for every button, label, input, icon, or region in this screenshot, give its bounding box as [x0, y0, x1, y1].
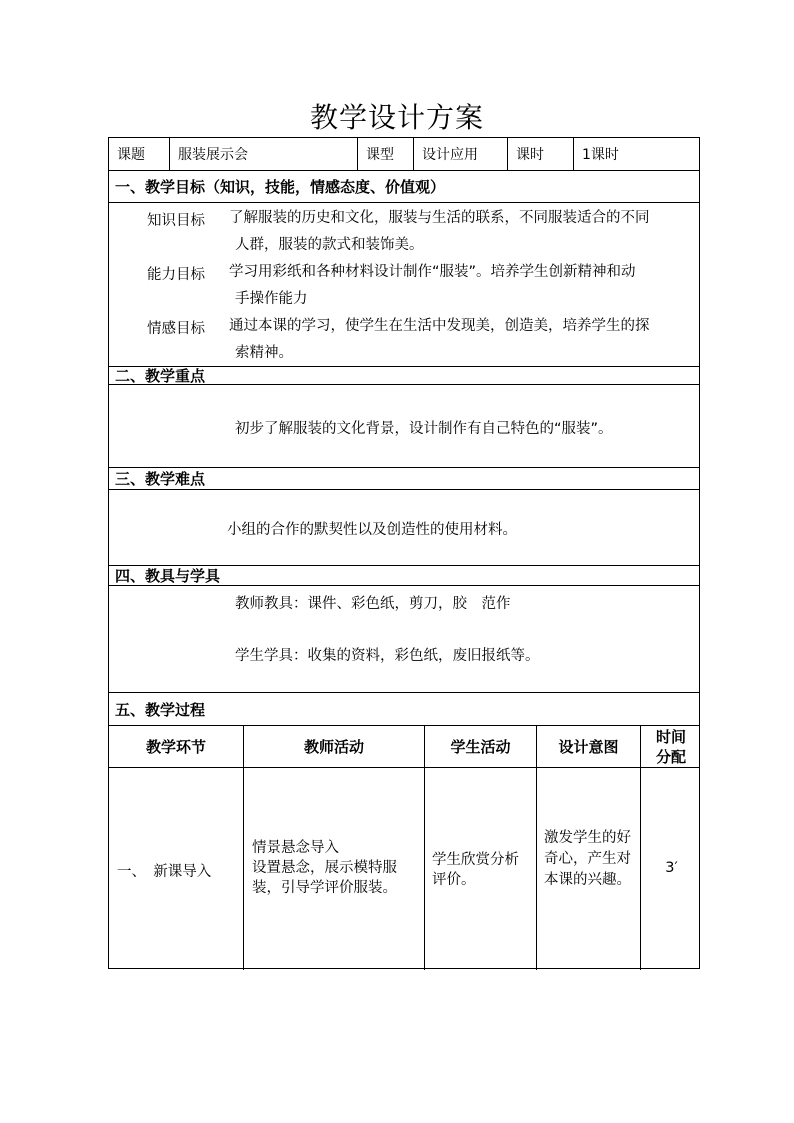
teacher-activity-cell — [243, 768, 424, 970]
hours-value: 1课时 — [573, 138, 701, 170]
col-time-header: 时间分配 — [640, 726, 701, 767]
key-points-content — [109, 384, 699, 467]
student-activity-text: 学生欣赏分析评价。 — [432, 852, 519, 888]
key-points-heading-row — [109, 366, 699, 384]
process-heading: 五、教学过程 — [115, 700, 206, 719]
page-title: 教学设计方案 — [309, 101, 484, 134]
stage-text: 一、 新课导入 — [117, 864, 212, 880]
type-label: 课型 — [357, 138, 413, 170]
type-value: 设计应用 — [413, 138, 507, 170]
difficulties-text: 小组的合作的默契性以及创造性的使用材料。 — [227, 522, 517, 538]
materials-content — [109, 585, 699, 692]
col-teacher-header: 教师活动 — [243, 726, 424, 767]
objectives-heading-row — [109, 170, 699, 202]
stage-cell — [109, 768, 243, 970]
design-intent-text: 激发学生的好奇心，产生对本课的兴趣。 — [544, 830, 631, 888]
difficulties-content — [109, 489, 699, 565]
teacher-materials-text: 教师教具：课件、彩色纸，剪刀，胶 范作 — [235, 596, 511, 612]
time-text: 3′ — [665, 860, 678, 876]
ability-objective-line1: 学习用彩纸和各种材料设计制作“服装”。培养学生创新精神和动 — [229, 264, 636, 280]
knowledge-objective-line1: 了解服装的历史和文化，服装与生活的联系，不同服装适合的不同 — [229, 210, 650, 226]
objectives-content — [109, 202, 699, 366]
process-heading-row — [109, 692, 699, 725]
materials-heading-row — [109, 565, 699, 585]
time-cell — [640, 768, 701, 970]
col-intent-header: 设计意图 — [536, 726, 640, 767]
key-points-text: 初步了解服装的文化背景，设计制作有自己特色的“服装”。 — [235, 421, 613, 437]
ability-objective-text — [229, 259, 693, 313]
lesson-plan-table — [108, 137, 700, 969]
emotion-objective-text — [229, 313, 693, 367]
emotion-objective-line2: 索精神。 — [235, 345, 293, 361]
info-row — [109, 138, 699, 170]
design-intent-cell — [536, 768, 640, 970]
ability-objective-label: 能力目标 — [147, 267, 205, 283]
key-points-heading: 二、教学重点 — [115, 367, 206, 385]
table-row — [109, 767, 699, 970]
difficulties-heading: 三、教学难点 — [115, 470, 206, 488]
teacher-activity-line2: 设置悬念，展示模特服装，引导学评价服装。 — [252, 860, 397, 896]
process-header-row — [109, 725, 699, 767]
student-materials-text: 学生学具：收集的资料，彩色纸，废旧报纸等。 — [235, 648, 540, 664]
knowledge-objective-text — [229, 205, 693, 259]
topic-value: 服装展示会 — [169, 138, 357, 170]
knowledge-objective-line2: 人群，服装的款式和装饰美。 — [235, 237, 424, 253]
ability-objective-line2: 手操作能力 — [235, 291, 308, 307]
col-student-header: 学生活动 — [424, 726, 536, 767]
difficulties-heading-row — [109, 467, 699, 489]
col-stage-header: 教学环节 — [145, 737, 206, 756]
hours-label: 课时 — [507, 138, 573, 170]
teacher-activity-line1: 情景悬念导入 — [252, 840, 339, 856]
objectives-heading: 一、教学目标（知识，技能，情感态度、价值观） — [115, 178, 446, 196]
teacher-activity-text — [252, 838, 420, 898]
student-activity-cell — [424, 768, 536, 970]
knowledge-objective-label: 知识目标 — [147, 213, 205, 229]
materials-heading: 四、教具与学具 — [115, 567, 221, 585]
emotion-objective-line1: 通过本课的学习，使学生在生活中发现美，创造美，培养学生的探 — [229, 318, 650, 334]
emotion-objective-label: 情感目标 — [147, 321, 205, 337]
topic-label: 课题 — [117, 147, 145, 163]
